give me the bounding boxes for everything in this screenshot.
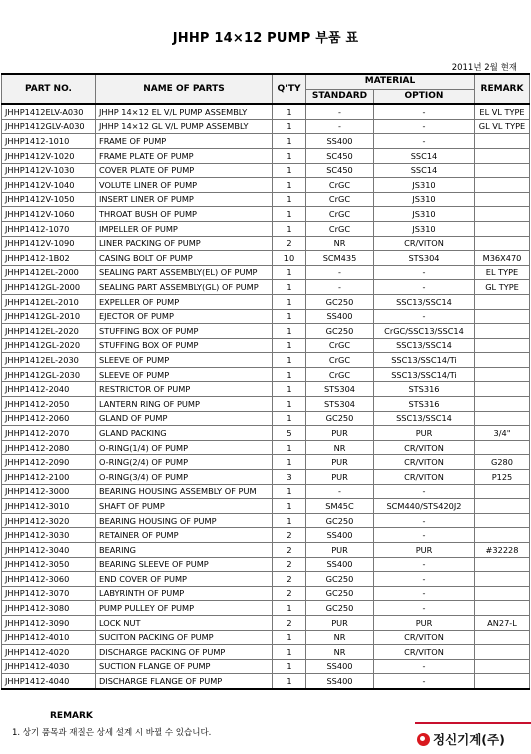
company-name: 정신기계(주) — [433, 732, 505, 747]
table-row — [2, 499, 530, 514]
cell-name-of-parts: LABYRINTH OF PUMP — [96, 586, 273, 601]
cell-option: - — [374, 674, 475, 689]
cell-part-no: JHHP1412-3060 — [2, 572, 96, 587]
cell-name-of-parts: GLAND OF PUMP — [96, 411, 273, 426]
cell-name-of-parts: END COVER OF PUMP — [96, 572, 273, 587]
cell-part-no: JHHP1412-3030 — [2, 528, 96, 543]
cell-part-no: JHHP1412EL-2000 — [2, 265, 96, 280]
cell-name-of-parts: EJECTOR OF PUMP — [96, 309, 273, 324]
cell-name-of-parts: SEALING PART ASSEMBLY(GL) OF PUMP — [96, 280, 273, 295]
cell-name-of-parts: CASING BOLT OF PUMP — [96, 251, 273, 266]
cell-option: SSC13/SSC14 — [374, 411, 475, 426]
cell-standard: SS400 — [306, 528, 374, 543]
cell-part-no: JHHP1412GL-2030 — [2, 367, 96, 382]
cell-option: - — [374, 659, 475, 674]
cell-name-of-parts: BEARING HOUSING ASSEMBLY OF PUM — [96, 484, 273, 499]
cell-standard: SC450 — [306, 148, 374, 163]
cell-qty: 1 — [273, 221, 306, 236]
table-row — [2, 207, 530, 222]
cell-name-of-parts: SUCITON PACKING OF PUMP — [96, 630, 273, 645]
cell-remark — [475, 163, 530, 178]
cell-part-no: JHHP1412-3070 — [2, 586, 96, 601]
cell-qty: 2 — [273, 557, 306, 572]
cell-part-no: JHHP1412V-1030 — [2, 163, 96, 178]
cell-option: - — [374, 513, 475, 528]
table-row — [2, 221, 530, 236]
document-title: JHHP 14×12 PUMP 부품 표 — [172, 31, 359, 46]
cell-qty: 5 — [273, 426, 306, 441]
cell-qty: 2 — [273, 543, 306, 558]
cell-remark: EL TYPE — [475, 265, 530, 280]
table-row — [2, 645, 530, 660]
cell-standard: CrGC — [306, 192, 374, 207]
cell-part-no: JHHP1412-3050 — [2, 557, 96, 572]
cell-name-of-parts: LOCK NUT — [96, 615, 273, 630]
cell-qty: 2 — [273, 572, 306, 587]
cell-option: SSC13/SSC14 — [374, 294, 475, 309]
cell-standard: SS400 — [306, 674, 374, 689]
header-option: OPTION — [374, 89, 475, 104]
cell-qty: 1 — [273, 499, 306, 514]
cell-qty: 2 — [273, 528, 306, 543]
remark-note: 1. 상기 품목과 재질은 상세 설계 시 바뀔 수 있습니다. — [12, 728, 212, 738]
cell-option: SSC14 — [374, 148, 475, 163]
table-row — [2, 557, 530, 572]
cell-qty: 1 — [273, 280, 306, 295]
cell-standard: SM45C — [306, 499, 374, 514]
cell-name-of-parts: DISCHARGE FLANGE OF PUMP — [96, 674, 273, 689]
table-row — [2, 382, 530, 397]
table-row — [2, 426, 530, 441]
table-row — [2, 470, 530, 485]
cell-name-of-parts: LANTERN RING OF PUMP — [96, 397, 273, 412]
cell-remark — [475, 572, 530, 587]
cell-option: PUR — [374, 426, 475, 441]
cell-standard: SS400 — [306, 659, 374, 674]
cell-remark — [475, 659, 530, 674]
cell-remark: EL VL TYPE — [475, 104, 530, 119]
cell-name-of-parts: BEARING SLEEVE OF PUMP — [96, 557, 273, 572]
cell-standard: PUR — [306, 615, 374, 630]
cell-remark — [475, 674, 530, 689]
cell-name-of-parts: O-RING(3/4) OF PUMP — [96, 470, 273, 485]
cell-standard: CrGC — [306, 367, 374, 382]
cell-option: SSC13/SSC14 — [374, 338, 475, 353]
cell-remark — [475, 484, 530, 499]
cell-qty: 10 — [273, 251, 306, 266]
table-row — [2, 178, 530, 193]
cell-part-no: JHHP1412EL-2020 — [2, 324, 96, 339]
cell-option: SCM440/STS420J2 — [374, 499, 475, 514]
cell-part-no: JHHP1412-2040 — [2, 382, 96, 397]
cell-remark — [475, 440, 530, 455]
table-row — [2, 338, 530, 353]
cell-option: - — [374, 119, 475, 134]
revision-date: 2011년 2월 현재 — [451, 63, 517, 73]
table-row — [2, 104, 530, 119]
cell-remark: GL VL TYPE — [475, 119, 530, 134]
cell-option: JS310 — [374, 207, 475, 222]
cell-option: STS304 — [374, 251, 475, 266]
cell-qty: 1 — [273, 397, 306, 412]
cell-qty: 2 — [273, 586, 306, 601]
remark-title: REMARK — [50, 711, 93, 721]
cell-qty: 2 — [273, 615, 306, 630]
parts-table — [1, 73, 530, 690]
cell-name-of-parts: STUFFING BOX OF PUMP — [96, 324, 273, 339]
cell-part-no: JHHP1412EL-2030 — [2, 353, 96, 368]
cell-part-no: JHHP1412-3080 — [2, 601, 96, 616]
cell-qty: 1 — [273, 645, 306, 660]
cell-part-no: JHHP1412-4020 — [2, 645, 96, 660]
cell-part-no: JHHP1412-4010 — [2, 630, 96, 645]
table-row — [2, 659, 530, 674]
cell-standard: GC250 — [306, 411, 374, 426]
cell-name-of-parts: LINER PACKING OF PUMP — [96, 236, 273, 251]
cell-part-no: JHHP1412V-1020 — [2, 148, 96, 163]
cell-option: - — [374, 601, 475, 616]
cell-option: CR/VITON — [374, 455, 475, 470]
cell-remark — [475, 645, 530, 660]
cell-qty: 1 — [273, 178, 306, 193]
cell-standard: STS304 — [306, 382, 374, 397]
cell-part-no: JHHP1412-3040 — [2, 543, 96, 558]
cell-remark — [475, 221, 530, 236]
cell-qty: 2 — [273, 236, 306, 251]
cell-remark — [475, 324, 530, 339]
cell-part-no: JHHP1412GL-2020 — [2, 338, 96, 353]
cell-option: - — [374, 484, 475, 499]
cell-standard: SS400 — [306, 134, 374, 149]
cell-standard: GC250 — [306, 601, 374, 616]
table-row — [2, 309, 530, 324]
cell-qty: 1 — [273, 338, 306, 353]
table-row — [2, 601, 530, 616]
cell-standard: CrGC — [306, 178, 374, 193]
cell-qty: 1 — [273, 353, 306, 368]
cell-remark: G280 — [475, 455, 530, 470]
cell-remark: GL TYPE — [475, 280, 530, 295]
cell-remark: 3/4" — [475, 426, 530, 441]
cell-option: - — [374, 557, 475, 572]
table-row — [2, 543, 530, 558]
cell-remark — [475, 513, 530, 528]
cell-remark — [475, 294, 530, 309]
cell-standard: PUR — [306, 543, 374, 558]
cell-standard: NR — [306, 645, 374, 660]
table-row — [2, 528, 530, 543]
cell-part-no: JHHP1412-1B02 — [2, 251, 96, 266]
table-row — [2, 513, 530, 528]
cell-remark — [475, 236, 530, 251]
cell-remark — [475, 148, 530, 163]
cell-option: CrGC/SSC13/SSC14 — [374, 324, 475, 339]
cell-part-no: JHHP1412V-1090 — [2, 236, 96, 251]
cell-name-of-parts: JHHP 14×12 GL V/L PUMP ASSEMBLY — [96, 119, 273, 134]
cell-name-of-parts: JHHP 14×12 EL V/L PUMP ASSEMBLY — [96, 104, 273, 119]
cell-remark — [475, 309, 530, 324]
cell-name-of-parts: STUFFING BOX OF PUMP — [96, 338, 273, 353]
table-row — [2, 440, 530, 455]
cell-option: - — [374, 265, 475, 280]
cell-option: - — [374, 280, 475, 295]
cell-name-of-parts: FRAME OF PUMP — [96, 134, 273, 149]
cell-qty: 3 — [273, 470, 306, 485]
cell-name-of-parts: SLEEVE OF PUMP — [96, 367, 273, 382]
table-row — [2, 119, 530, 134]
cell-standard: PUR — [306, 470, 374, 485]
cell-qty: 1 — [273, 382, 306, 397]
cell-option: SSC14 — [374, 163, 475, 178]
cell-name-of-parts: THROAT BUSH OF PUMP — [96, 207, 273, 222]
cell-remark — [475, 367, 530, 382]
cell-standard: - — [306, 484, 374, 499]
cell-remark — [475, 630, 530, 645]
cell-standard: NR — [306, 236, 374, 251]
cell-qty: 1 — [273, 484, 306, 499]
cell-part-no: JHHP1412-2060 — [2, 411, 96, 426]
cell-standard: CrGC — [306, 207, 374, 222]
cell-name-of-parts: SUCTION FLANGE OF PUMP — [96, 659, 273, 674]
cell-qty: 1 — [273, 440, 306, 455]
cell-standard: CrGC — [306, 338, 374, 353]
cell-option: SSC13/SSC14/Ti — [374, 367, 475, 382]
cell-part-no: JHHP1412-2100 — [2, 470, 96, 485]
cell-standard: GC250 — [306, 324, 374, 339]
table-row — [2, 251, 530, 266]
cell-name-of-parts: IMPELLER OF PUMP — [96, 221, 273, 236]
table-row — [2, 455, 530, 470]
cell-qty: 1 — [273, 192, 306, 207]
table-row — [2, 163, 530, 178]
cell-option: SSC13/SSC14/Ti — [374, 353, 475, 368]
cell-standard: - — [306, 119, 374, 134]
cell-option: CR/VITON — [374, 630, 475, 645]
cell-name-of-parts: O-RING(2/4) OF PUMP — [96, 455, 273, 470]
cell-part-no: JHHP1412ELV-A030 — [2, 104, 96, 119]
cell-part-no: JHHP1412V-1040 — [2, 178, 96, 193]
cell-qty: 1 — [273, 367, 306, 382]
table-row — [2, 397, 530, 412]
cell-name-of-parts: PUMP PULLEY OF PUMP — [96, 601, 273, 616]
cell-option: - — [374, 586, 475, 601]
cell-name-of-parts: RESTRICTOR OF PUMP — [96, 382, 273, 397]
cell-name-of-parts: BEARING HOUSING OF PUMP — [96, 513, 273, 528]
cell-qty: 1 — [273, 630, 306, 645]
cell-qty: 1 — [273, 163, 306, 178]
cell-qty: 1 — [273, 134, 306, 149]
cell-part-no: JHHP1412-1070 — [2, 221, 96, 236]
cell-standard: NR — [306, 440, 374, 455]
cell-remark — [475, 134, 530, 149]
cell-qty: 1 — [273, 104, 306, 119]
cell-name-of-parts: BEARING — [96, 543, 273, 558]
cell-standard: NR — [306, 630, 374, 645]
table-row — [2, 148, 530, 163]
cell-standard: GC250 — [306, 586, 374, 601]
cell-remark: M36X470 — [475, 251, 530, 266]
cell-option: CR/VITON — [374, 236, 475, 251]
cell-qty: 1 — [273, 601, 306, 616]
table-row — [2, 280, 530, 295]
table-row — [2, 674, 530, 689]
cell-standard: - — [306, 280, 374, 295]
cell-part-no: JHHP1412-3010 — [2, 499, 96, 514]
cell-remark — [475, 557, 530, 572]
header-name-of-parts: NAME OF PARTS — [96, 74, 273, 104]
table-row — [2, 265, 530, 280]
header-part-no: PART NO. — [2, 74, 96, 104]
cell-standard: GC250 — [306, 572, 374, 587]
cell-remark — [475, 192, 530, 207]
table-row — [2, 615, 530, 630]
table-row — [2, 236, 530, 251]
cell-qty: 1 — [273, 411, 306, 426]
cell-remark — [475, 382, 530, 397]
cell-remark — [475, 601, 530, 616]
footer-divider — [415, 722, 531, 724]
header-material: MATERIAL — [306, 74, 475, 89]
cell-option: JS310 — [374, 221, 475, 236]
cell-standard: - — [306, 104, 374, 119]
cell-name-of-parts: SEALING PART ASSEMBLY(EL) OF PUMP — [96, 265, 273, 280]
cell-remark: P125 — [475, 470, 530, 485]
header-remark: REMARK — [475, 74, 530, 104]
cell-standard: SC450 — [306, 163, 374, 178]
cell-qty: 1 — [273, 148, 306, 163]
cell-name-of-parts: FRAME PLATE OF PUMP — [96, 148, 273, 163]
cell-part-no: JHHP1412-2090 — [2, 455, 96, 470]
cell-option: CR/VITON — [374, 470, 475, 485]
table-row — [2, 324, 530, 339]
cell-part-no: JHHP1412EL-2010 — [2, 294, 96, 309]
cell-qty: 1 — [273, 455, 306, 470]
table-row — [2, 630, 530, 645]
table-row — [2, 294, 530, 309]
header-standard: STANDARD — [306, 89, 374, 104]
table-row — [2, 192, 530, 207]
cell-part-no: JHHP1412-1010 — [2, 134, 96, 149]
cell-standard: STS304 — [306, 397, 374, 412]
cell-qty: 1 — [273, 309, 306, 324]
cell-name-of-parts: GLAND PACKING — [96, 426, 273, 441]
cell-standard: CrGC — [306, 353, 374, 368]
cell-part-no: JHHP1412-2080 — [2, 440, 96, 455]
cell-option: CR/VITON — [374, 645, 475, 660]
cell-qty: 1 — [273, 659, 306, 674]
cell-name-of-parts: O-RING(1/4) OF PUMP — [96, 440, 273, 455]
cell-option: STS316 — [374, 382, 475, 397]
cell-standard: PUR — [306, 426, 374, 441]
cell-part-no: JHHP1412-3090 — [2, 615, 96, 630]
cell-remark: AN27-L — [475, 615, 530, 630]
cell-name-of-parts: SLEEVE OF PUMP — [96, 353, 273, 368]
cell-part-no: JHHP1412V-1060 — [2, 207, 96, 222]
cell-standard: SS400 — [306, 309, 374, 324]
cell-remark — [475, 586, 530, 601]
parts-table-body — [2, 104, 530, 689]
cell-name-of-parts: EXPELLER OF PUMP — [96, 294, 273, 309]
table-row — [2, 586, 530, 601]
cell-option: JS310 — [374, 178, 475, 193]
cell-option: JS310 — [374, 192, 475, 207]
table-row — [2, 134, 530, 149]
cell-qty: 1 — [273, 674, 306, 689]
cell-part-no: JHHP1412GL-2000 — [2, 280, 96, 295]
cell-qty: 1 — [273, 513, 306, 528]
cell-remark — [475, 353, 530, 368]
cell-option: PUR — [374, 615, 475, 630]
cell-part-no: JHHP1412-3000 — [2, 484, 96, 499]
cell-remark: #32228 — [475, 543, 530, 558]
cell-part-no: JHHP1412-2050 — [2, 397, 96, 412]
cell-option: - — [374, 572, 475, 587]
cell-remark — [475, 411, 530, 426]
cell-remark — [475, 338, 530, 353]
company-logo-icon — [417, 733, 430, 746]
cell-standard: - — [306, 265, 374, 280]
cell-part-no: JHHP1412-2070 — [2, 426, 96, 441]
cell-qty: 1 — [273, 294, 306, 309]
cell-part-no: JHHP1412-4030 — [2, 659, 96, 674]
cell-qty: 1 — [273, 119, 306, 134]
company-logo — [417, 730, 505, 748]
cell-part-no: JHHP1412-3020 — [2, 513, 96, 528]
header-qty: Q'TY — [273, 74, 306, 104]
cell-name-of-parts: SHAFT OF PUMP — [96, 499, 273, 514]
cell-part-no: JHHP1412GL-2010 — [2, 309, 96, 324]
cell-option: - — [374, 134, 475, 149]
cell-option: - — [374, 104, 475, 119]
cell-remark — [475, 499, 530, 514]
table-row — [2, 367, 530, 382]
cell-remark — [475, 207, 530, 222]
cell-remark — [475, 528, 530, 543]
cell-standard: GC250 — [306, 294, 374, 309]
cell-name-of-parts: INSERT LINER OF PUMP — [96, 192, 273, 207]
cell-name-of-parts: RETAINER OF PUMP — [96, 528, 273, 543]
cell-name-of-parts: VOLUTE LINER OF PUMP — [96, 178, 273, 193]
cell-part-no: JHHP1412-4040 — [2, 674, 96, 689]
cell-standard: GC250 — [306, 513, 374, 528]
cell-option: STS316 — [374, 397, 475, 412]
table-row — [2, 411, 530, 426]
table-row — [2, 484, 530, 499]
cell-standard: CrGC — [306, 221, 374, 236]
table-row — [2, 353, 530, 368]
cell-qty: 1 — [273, 207, 306, 222]
table-row — [2, 572, 530, 587]
cell-option: - — [374, 528, 475, 543]
cell-option: CR/VITON — [374, 440, 475, 455]
cell-name-of-parts: COVER PLATE OF PUMP — [96, 163, 273, 178]
cell-name-of-parts: DISCHARGE PACKING OF PUMP — [96, 645, 273, 660]
cell-qty: 1 — [273, 265, 306, 280]
cell-remark — [475, 397, 530, 412]
cell-option: - — [374, 309, 475, 324]
cell-standard: SCM435 — [306, 251, 374, 266]
cell-option: PUR — [374, 543, 475, 558]
cell-remark — [475, 178, 530, 193]
cell-part-no: JHHP1412V-1050 — [2, 192, 96, 207]
cell-qty: 1 — [273, 324, 306, 339]
cell-part-no: JHHP1412GLV-A030 — [2, 119, 96, 134]
cell-standard: SS400 — [306, 557, 374, 572]
cell-standard: PUR — [306, 455, 374, 470]
